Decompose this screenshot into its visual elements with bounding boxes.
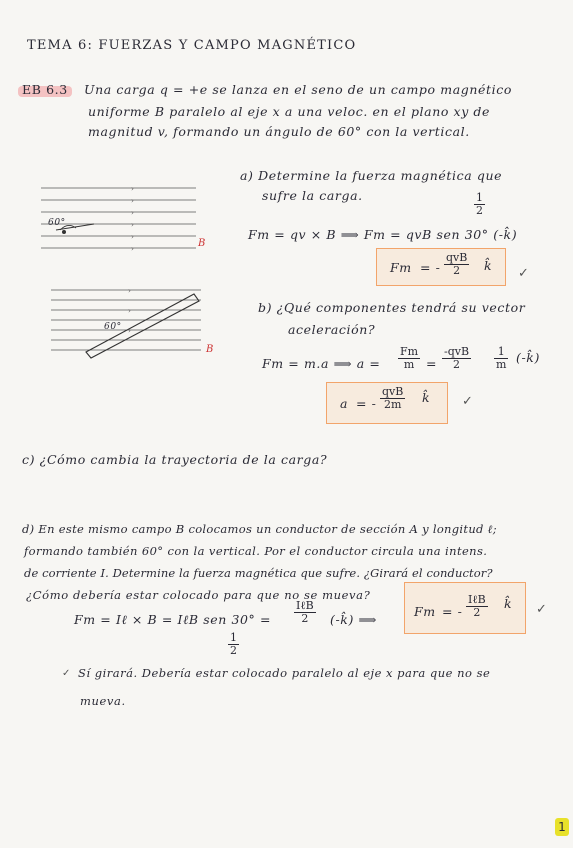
part-a-question-1: a) Determine la fuerza magnética que (240, 168, 503, 183)
svg-text:›: › (131, 245, 134, 253)
problem-line-2: uniforme B paralelo al eje x a una veloc. en el plano xy de (88, 104, 491, 119)
half-annotation-d: $\frac{1}{2}$ (230, 631, 237, 657)
part-d-line-1: d) En este mismo campo B colocamos un conductor de sección A y longitud ℓ; (22, 522, 497, 536)
part-b-eq-tail: (-k̂) (516, 350, 540, 365)
part-d-answer-1: Sí girará. Debería estar colocado paralelo al eje x para que no se (78, 666, 491, 680)
page-title: TEMA 6: FUERZAS Y CAMPO MAGNÉTICO (27, 38, 357, 53)
problem-label: EB 6.3 (22, 82, 68, 97)
page-number-tag: 1 (555, 818, 569, 836)
part-b-frac-1: $\frac{Fm}{m}$ (400, 345, 419, 371)
result-d-fraction: IℓB 2 (468, 593, 486, 619)
result-a-eq: = - (420, 260, 441, 275)
part-d-line-3: de corriente I. Determine la fuerza magnética que sufre. ¿Girará el conductor? (24, 566, 493, 580)
part-d-answer-2: mueva. (80, 694, 126, 708)
result-b-fraction: qvB 2m (382, 385, 404, 411)
svg-text:›: › (128, 307, 131, 315)
svg-text:›: › (128, 287, 131, 295)
result-d-eq: = - (442, 604, 463, 619)
problem-line-3: magnitud v, formando un ángulo de 60° con la vertical. (88, 124, 470, 139)
check-mark-a: ✓ (518, 266, 529, 281)
figure1-angle: 60° (48, 218, 66, 228)
svg-text:›: › (128, 327, 131, 335)
check-mark-b: ✓ (462, 394, 473, 409)
check-mark-d: ✓ (536, 602, 547, 617)
part-c-question: c) ¿Cómo cambia la trayectoria de la carga? (22, 452, 328, 467)
result-b-unit: k̂ (422, 390, 431, 405)
svg-text:›: › (131, 185, 134, 193)
part-b-question-2: aceleración? (288, 322, 376, 337)
part-b-equation-lhs: Fm = m.a ⟹ a = (262, 356, 381, 371)
result-d-unit: k̂ (504, 596, 513, 611)
half-annotation-a: $\frac{1}{2}$ (476, 191, 483, 217)
part-b-question-1: b) ¿Qué componentes tendrá su vector (258, 300, 526, 315)
result-a-unit: k̂ (484, 258, 493, 273)
part-d-fraction: IℓB 2 (296, 599, 314, 625)
part-d-line-2: formando también 60° con la vertical. Por el conductor circula una intens. (24, 544, 488, 558)
figure2-field-label: B (206, 344, 214, 355)
figure1-field-label: B (198, 238, 206, 249)
part-d-eq-tail: (-k̂) ⟹ (330, 612, 378, 627)
svg-text:›: › (131, 221, 134, 229)
part-a-equation: Fm = qv × B ⟹ Fm = qvB sen 30° (-k̂) (248, 227, 518, 242)
part-a-question-2: sufre la carga. (262, 188, 363, 203)
figure2-angle: 60° (104, 322, 122, 332)
result-a-fraction: qvB 2 (446, 251, 468, 277)
figure-field-lines-2 (46, 284, 216, 364)
check-mark-answer: ✓ (62, 668, 71, 679)
result-a-lhs: Fm (390, 260, 412, 275)
result-b-eq: = - (356, 396, 377, 411)
part-b-frac-2: -qvB 2 (444, 345, 470, 371)
part-d-equation: Fm = Iℓ × B = IℓB sen 30° = (74, 612, 272, 627)
part-b-frac-3: $\frac{1}{m}$ (496, 345, 507, 371)
result-d-lhs: Fm (414, 604, 436, 619)
problem-line-1: Una carga q = +e se lanza en el seno de un campo magnético (84, 82, 512, 97)
svg-text:›: › (131, 197, 134, 205)
svg-text:›: › (131, 209, 134, 217)
svg-text:›: › (131, 233, 134, 241)
result-b-lhs: a (340, 396, 349, 411)
part-b-eq-mid: = (426, 356, 438, 371)
part-d-line-4: ¿Cómo debería estar colocado para que no se mueva? (26, 588, 371, 602)
